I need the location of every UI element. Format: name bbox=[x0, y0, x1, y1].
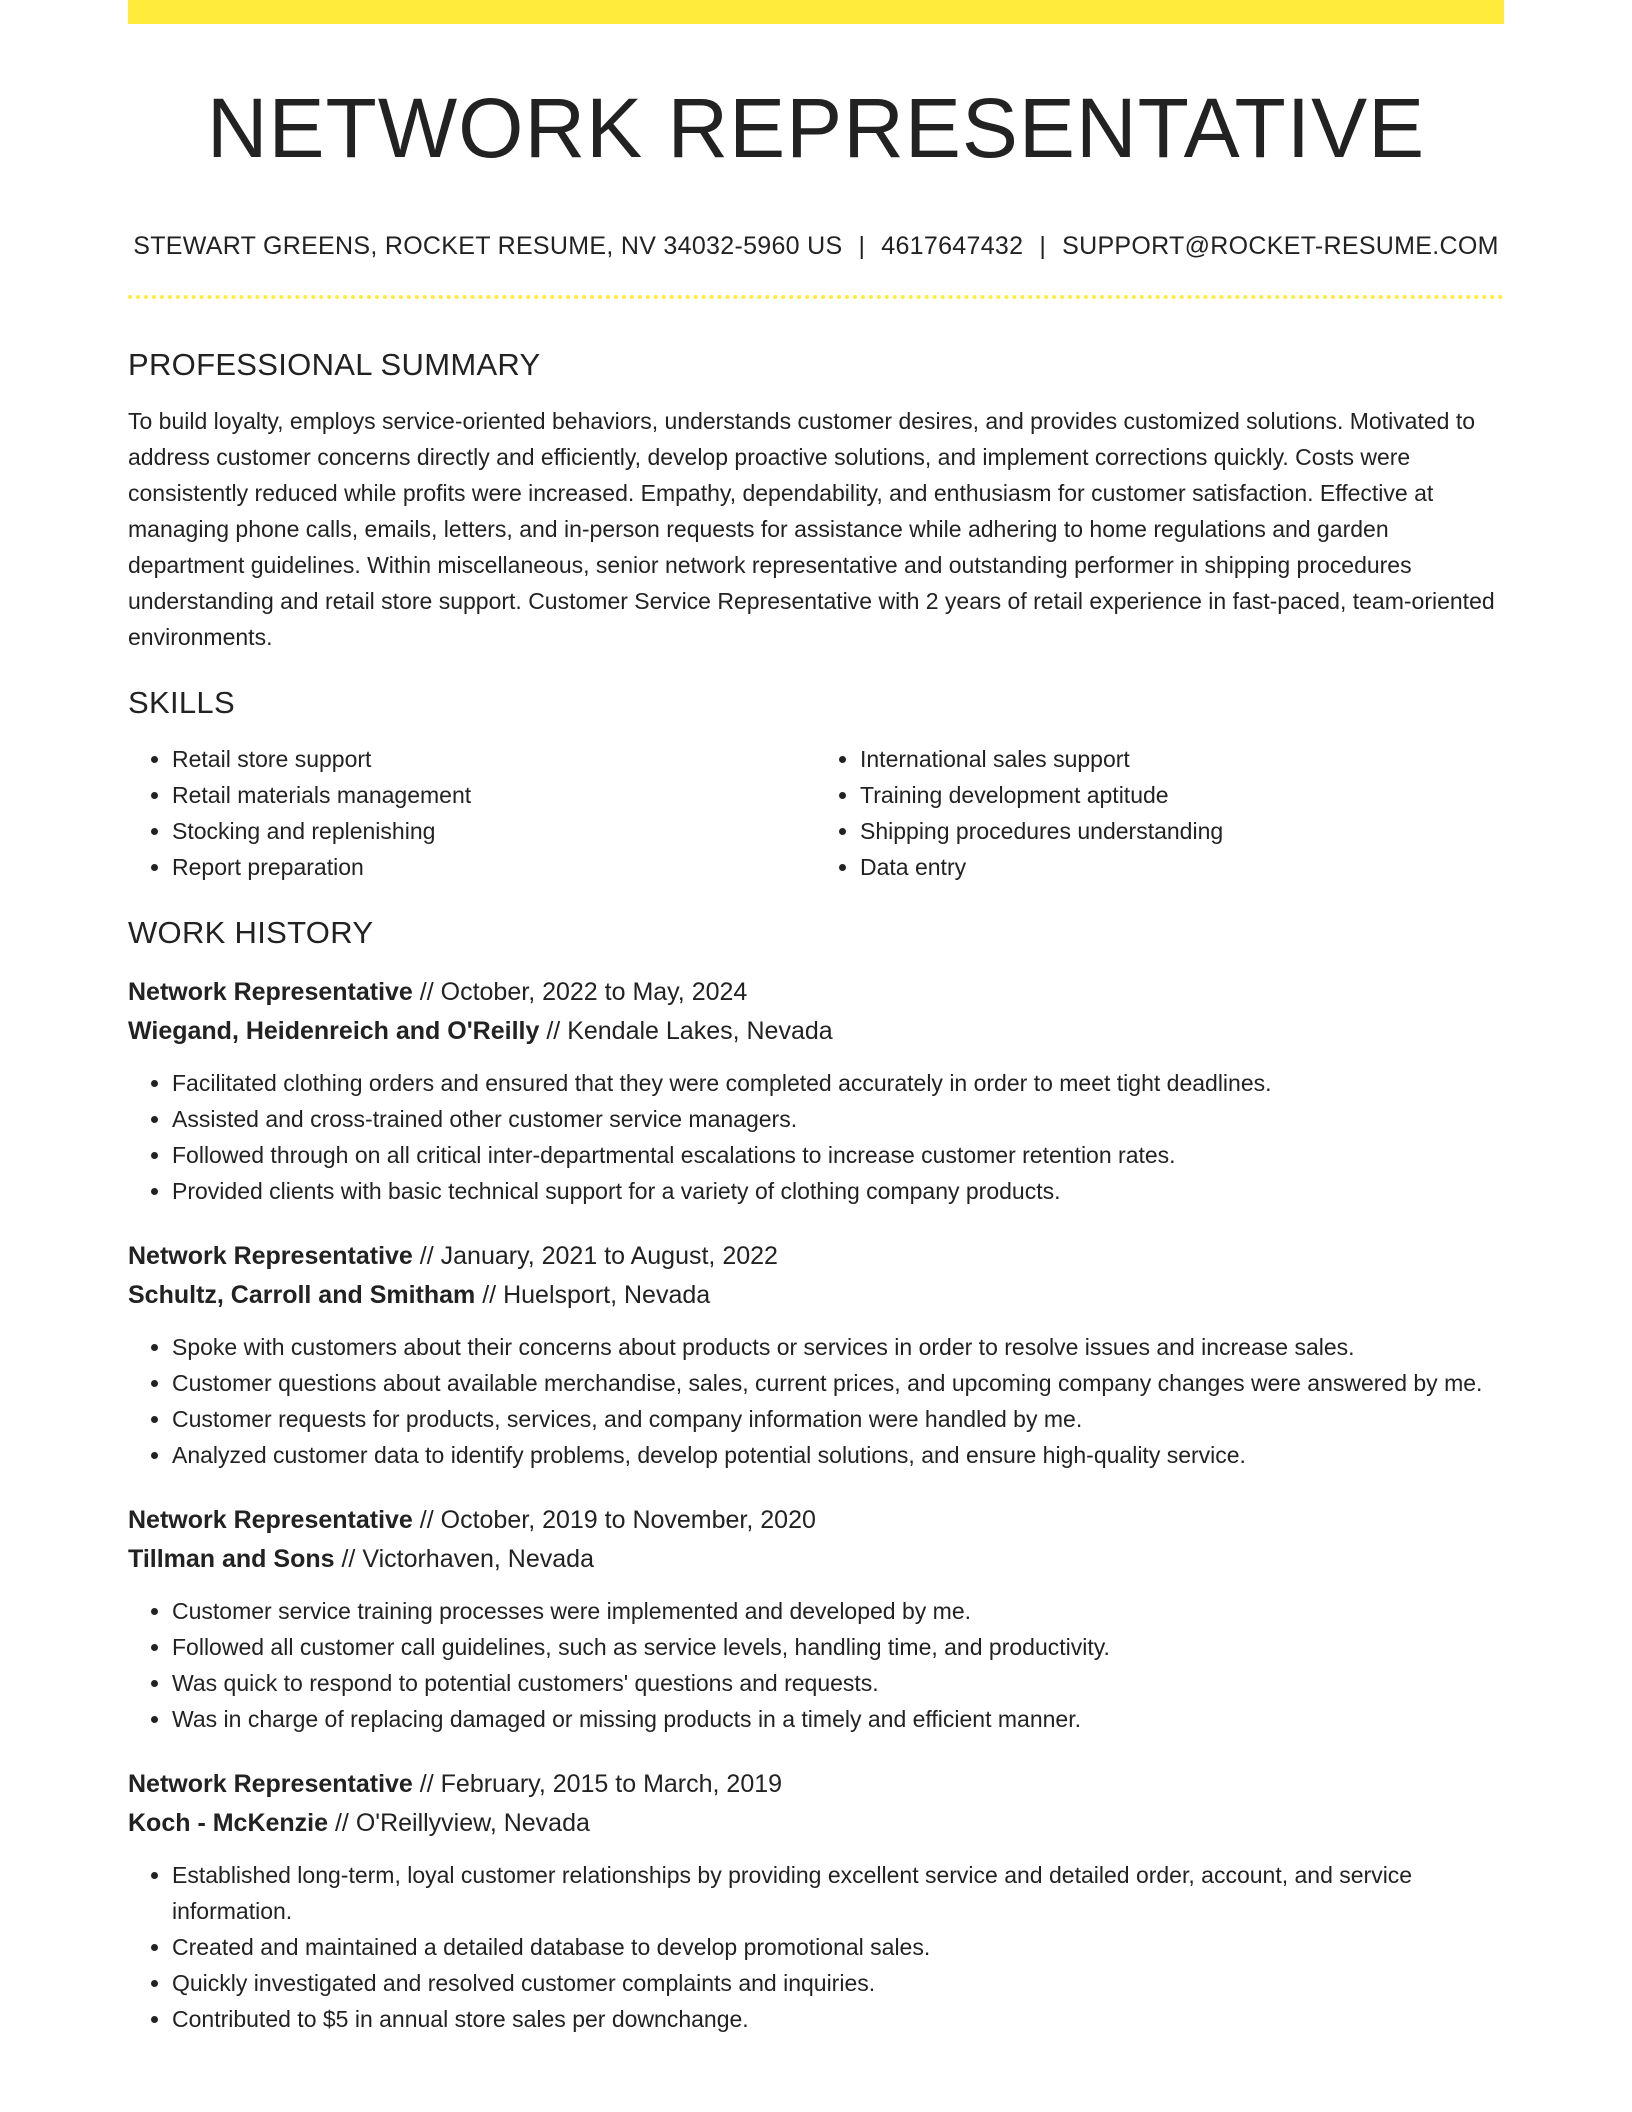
job-company: Tillman and Sons bbox=[128, 1545, 335, 1574]
job-location: Huelsport, Nevada bbox=[503, 1281, 711, 1310]
job-separator: // bbox=[546, 1017, 561, 1046]
job-bullet: • Was in charge of replacing damaged or missing products in a timely and efficient manner. bbox=[172, 1701, 1504, 1737]
job-bullet: • Created and maintained a detailed database to develop promotional sales. bbox=[172, 1929, 1504, 1965]
job-bullet: • Established long-term, loyal customer relationships by providing excellent service and detailed order, account, and service information. bbox=[172, 1857, 1504, 1929]
job-title: Network Representative bbox=[128, 978, 413, 1007]
skills-column-right bbox=[816, 741, 1504, 885]
contact-line bbox=[128, 232, 1504, 261]
resume-page bbox=[128, 0, 1504, 2037]
job-entry bbox=[128, 1237, 1504, 1473]
resume-title: NETWORK REPRESENTATIVE bbox=[206, 81, 1426, 175]
job-entry bbox=[128, 1501, 1504, 1737]
job-dates: January, 2021 to August, 2022 bbox=[440, 1242, 778, 1271]
job-bullets bbox=[128, 1329, 1504, 1473]
work-history-list bbox=[128, 973, 1504, 2037]
contact-address: STEWART GREENS, ROCKET RESUME, NV 34032-5960 US bbox=[133, 232, 843, 261]
header-divider bbox=[128, 295, 1504, 299]
job-separator: // bbox=[419, 978, 434, 1007]
skills-heading: SKILLS bbox=[128, 685, 235, 721]
job-bullet: • Customer questions about available merchandise, sales, current prices, and upcoming company changes were answered by me. bbox=[172, 1365, 1504, 1401]
summary-heading: PROFESSIONAL SUMMARY bbox=[128, 347, 541, 383]
job-bullets bbox=[128, 1593, 1504, 1737]
job-title: Network Representative bbox=[128, 1770, 413, 1799]
job-location: Kendale Lakes, Nevada bbox=[567, 1017, 833, 1046]
job-dates: October, 2022 to May, 2024 bbox=[440, 978, 748, 1007]
job-bullet: • Customer requests for products, services, and company information were handled by me. bbox=[172, 1401, 1504, 1437]
job-location: Victorhaven, Nevada bbox=[362, 1545, 594, 1574]
skill-item: • International sales support bbox=[860, 741, 1504, 777]
job-bullet: • Customer service training processes were implemented and developed by me. bbox=[172, 1593, 1504, 1629]
job-entry bbox=[128, 973, 1504, 1209]
job-dates: February, 2015 to March, 2019 bbox=[440, 1770, 783, 1799]
job-separator: // bbox=[419, 1770, 434, 1799]
skill-item: • Retail store support bbox=[172, 741, 816, 777]
job-bullet: • Provided clients with basic technical support for a variety of clothing company products. bbox=[172, 1173, 1504, 1209]
skill-item: • Report preparation bbox=[172, 849, 816, 885]
job-separator: // bbox=[419, 1242, 434, 1271]
job-bullet: • Analyzed customer data to identify problems, develop potential solutions, and ensure high-quality service. bbox=[172, 1437, 1504, 1473]
job-company: Schultz, Carroll and Smitham bbox=[128, 1281, 476, 1310]
job-company-line bbox=[128, 1804, 1504, 1843]
skill-item: • Training development aptitude bbox=[860, 777, 1504, 813]
job-separator: // bbox=[419, 1506, 434, 1535]
job-entry bbox=[128, 1765, 1504, 2037]
job-separator: // bbox=[334, 1809, 349, 1838]
job-company-line bbox=[128, 1276, 1504, 1315]
job-bullet: • Followed all customer call guidelines, such as service levels, handling time, and productivity. bbox=[172, 1629, 1504, 1665]
job-bullet: • Facilitated clothing orders and ensured that they were completed accurately in order to meet tight deadlines. bbox=[172, 1065, 1504, 1101]
job-bullet: • Quickly investigated and resolved customer complaints and inquiries. bbox=[172, 1965, 1504, 2001]
job-title: Network Representative bbox=[128, 1242, 413, 1271]
contact-separator: | bbox=[1039, 232, 1047, 261]
contact-phone[interactable]: 4617647432 bbox=[881, 232, 1024, 261]
job-bullet: • Contributed to $5 in annual store sales per downchange. bbox=[172, 2001, 1504, 2037]
skill-item: • Data entry bbox=[860, 849, 1504, 885]
job-title-line bbox=[128, 1501, 1504, 1540]
job-company: Koch - McKenzie bbox=[128, 1809, 329, 1838]
job-company-line bbox=[128, 1540, 1504, 1579]
skill-item: • Retail materials management bbox=[172, 777, 816, 813]
contact-email[interactable]: SUPPORT@ROCKET-RESUME.COM bbox=[1062, 232, 1499, 261]
skills-list bbox=[128, 741, 1504, 885]
job-company-line bbox=[128, 1012, 1504, 1051]
job-title-line bbox=[128, 1237, 1504, 1276]
skill-item: • Shipping procedures understanding bbox=[860, 813, 1504, 849]
skills-column-left bbox=[128, 741, 816, 885]
job-separator: // bbox=[341, 1545, 356, 1574]
job-bullets bbox=[128, 1065, 1504, 1209]
job-bullet: • Followed through on all critical inter-departmental escalations to increase customer retention rates. bbox=[172, 1137, 1504, 1173]
work-history-heading: WORK HISTORY bbox=[128, 915, 374, 951]
job-title-line bbox=[128, 973, 1504, 1012]
job-bullet: • Assisted and cross-trained other customer service managers. bbox=[172, 1101, 1504, 1137]
contact-separator: | bbox=[858, 232, 866, 261]
summary-text: To build loyalty, employs service-oriented behaviors, understands customer desires, and provides customized solutions. Motivated to address customer concerns directly and efficiently, develop proactive solutions, and implement corrections quickly. Costs were consistently reduced while profits were increased. Empathy, dependability, and enthusiasm for customer satisfaction. Effective at managing phone calls, emails, letters, and in-person requests for assistance while adhering to home regulations and garden department guidelines. Within miscellaneous, senior network representative and outstanding performer in shipping procedures understanding and retail store support. Customer Service Representative with 2 years of retail experience in fast-paced, team-oriented environments. bbox=[128, 408, 1495, 651]
job-title-line bbox=[128, 1765, 1504, 1804]
job-dates: October, 2019 to November, 2020 bbox=[440, 1506, 816, 1535]
job-bullet: • Was quick to respond to potential customers' questions and requests. bbox=[172, 1665, 1504, 1701]
job-separator: // bbox=[482, 1281, 497, 1310]
job-bullet: • Spoke with customers about their concerns about products or services in order to resolve issues and increase sales. bbox=[172, 1329, 1504, 1365]
job-company: Wiegand, Heidenreich and O'Reilly bbox=[128, 1017, 540, 1046]
top-accent-bar bbox=[128, 0, 1504, 24]
skill-item: • Stocking and replenishing bbox=[172, 813, 816, 849]
job-title: Network Representative bbox=[128, 1506, 413, 1535]
job-bullets bbox=[128, 1857, 1504, 2037]
job-location: O'Reillyview, Nevada bbox=[355, 1809, 590, 1838]
